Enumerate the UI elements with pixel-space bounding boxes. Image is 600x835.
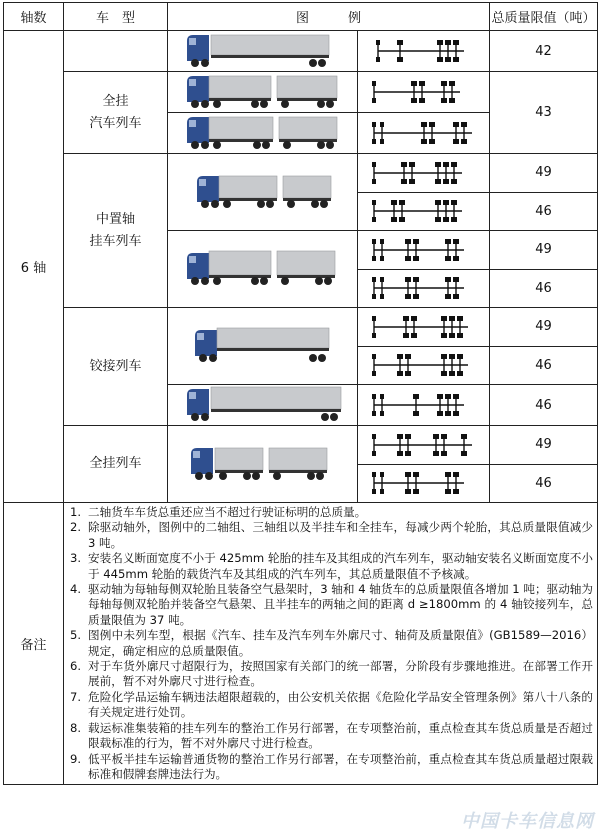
note-item: [70, 721, 593, 752]
note-item: [70, 628, 593, 659]
truck-illustration-cell: [168, 385, 358, 426]
note-item: [70, 690, 593, 721]
note-text: 安装名义断面宽度不小于 425mm 轮胎的挂车及其组成的汽车列车，驱动轴安装名义断面宽度不小于 445mm 轮胎的载货汽车及其组成的汽车列车，其总质量限值不予核减。: [88, 551, 594, 581]
weight-limit-cell: 46: [490, 385, 598, 426]
note-text: 对于车货外廓尺寸超限行为，按照国家有关部门的统一部署，分阶段有步骤地推进。在部署工作开展前，暂不对外廓尺寸进行检查。: [88, 659, 594, 689]
notes-row: [4, 503, 598, 785]
table-row: [4, 72, 598, 113]
header-axles: 轴数: [4, 3, 64, 31]
vehicle-type-cell: 中置轴 挂车列车: [64, 154, 168, 308]
regulation-table-page: [0, 2, 600, 835]
note-text: 二轴货车车货总重还应当不超过行驶证标明的总质量。: [88, 505, 367, 519]
note-text: 图例中未列车型，根据《汽车、挂车及汽车列车外廓尺寸、轴荷及质量限值》(GB1589—2016）规定，确定相应的总质量限值。: [88, 628, 594, 658]
cargo-box-shape: [217, 328, 329, 348]
cargo-box-shape: [277, 251, 335, 275]
truck-illustration-cell: [168, 231, 358, 308]
table-row: [4, 426, 598, 465]
truck-image: [183, 385, 343, 425]
table-row: [4, 308, 598, 347]
notes-cell: [64, 503, 598, 785]
truck-image: [183, 113, 343, 153]
header-limit: 总质量限值（吨）: [490, 3, 598, 31]
axle-diagram: [364, 274, 484, 302]
weight-limit-cell: 43: [490, 72, 598, 154]
note-number: 7.: [70, 689, 82, 704]
cargo-box-shape: [219, 176, 277, 198]
cargo-box-shape: [209, 76, 271, 98]
note-item: [70, 582, 593, 628]
axle-diagram-cell: [358, 192, 490, 231]
axle-diagram-cell: [358, 72, 490, 113]
vehicle-type-cell: 铰接列车: [64, 308, 168, 426]
note-text: 驱动轴为每轴每侧双轮胎且装备空气悬架时，3 轴和 4 轴货车的总质量限值各增加 1 吨；驱动轴为每轴每侧双轮胎并装备空气悬架、且半挂车的两轴之间的距离 d ≥1800mm 的 4 轴铰接列车，总质量限值为 37 吨。: [88, 582, 594, 627]
note-number: 1.: [70, 505, 82, 519]
vehicle-type-cell: 全挂列车: [64, 426, 168, 503]
weight-limit-cell: 46: [490, 464, 598, 503]
watermark-logo: 中国卡车信息网: [461, 811, 594, 832]
weight-limit-cell: 42: [490, 31, 598, 72]
truck-image: [183, 444, 343, 484]
weight-limit-cell: 46: [490, 192, 598, 231]
axle-diagram: [364, 78, 484, 106]
note-number: 3.: [70, 551, 82, 566]
truck-image: [183, 172, 343, 212]
weight-limit-table: [3, 2, 598, 785]
axle-diagram-cell: [358, 385, 490, 426]
axle-diagram: [364, 391, 484, 419]
truck-illustration-cell: [168, 308, 358, 385]
note-number: 2.: [70, 520, 82, 535]
truck-image: [183, 249, 343, 289]
axle-diagram: [364, 469, 484, 497]
table-row: [4, 31, 598, 72]
axle-diagram: [364, 159, 484, 187]
cargo-box-shape: [283, 176, 331, 198]
note-item: [70, 659, 593, 690]
header-illustration: 图 例: [168, 3, 490, 31]
axle-diagram-cell: [358, 464, 490, 503]
weight-limit-cell: 49: [490, 426, 598, 465]
note-number: 4.: [70, 582, 82, 597]
note-text: 危险化学品运输车辆违法超限超载的，由公安机关依据《危险化学品安全管理条例》第八十八条的有关规定进行处罚。: [88, 689, 594, 720]
note-text: 除驱动轴外，图例中的二轴组、三轴组以及半挂车和全挂车，每减少两个轮胎，其总质量限值减少 3 吨。: [88, 520, 594, 550]
vehicle-type-cell: [64, 31, 168, 72]
note-number: 6.: [70, 659, 82, 674]
note-number: 9.: [70, 751, 82, 766]
cargo-box-shape: [279, 117, 337, 139]
truck-illustration-cell: [168, 113, 358, 154]
truck-image: [183, 326, 343, 366]
cargo-box-shape: [211, 35, 329, 55]
note-number: 5.: [70, 628, 82, 643]
weight-limit-cell: 49: [490, 154, 598, 193]
axle-diagram: [364, 431, 484, 459]
axle-diagram: [364, 351, 484, 379]
header-vehicle-type: 车 型: [64, 3, 168, 31]
truck-image: [183, 72, 343, 112]
table-header-row: [4, 3, 598, 31]
table-row: [4, 154, 598, 193]
truck-illustration-cell: [168, 154, 358, 231]
truck-image: [183, 31, 343, 71]
note-item: [70, 505, 593, 520]
cargo-box-shape: [215, 448, 263, 470]
weight-limit-cell: 46: [490, 346, 598, 385]
note-text: 载运标准集装箱的挂车列车的整治工作另行部署，在专项整治前，重点检查其车货总质量是否超过限载标准的行为，暂不对外廓尺寸进行检查。: [88, 720, 594, 751]
axle-diagram: [364, 37, 484, 65]
cargo-box-shape: [209, 251, 271, 275]
truck-illustration-cell: [168, 72, 358, 113]
note-item: [70, 520, 593, 551]
axle-diagram-cell: [358, 269, 490, 308]
axle-diagram: [364, 236, 484, 264]
axle-count-cell: 6 轴: [4, 31, 64, 503]
weight-limit-cell: 49: [490, 308, 598, 347]
cargo-box-shape: [269, 448, 327, 470]
axle-diagram-cell: [358, 231, 490, 270]
axle-diagram: [364, 313, 484, 341]
cargo-box-shape: [277, 76, 337, 98]
axle-diagram: [364, 197, 484, 225]
axle-diagram-cell: [358, 308, 490, 347]
axle-diagram-cell: [358, 154, 490, 193]
axle-diagram-cell: [358, 31, 490, 72]
axle-diagram: [364, 119, 484, 147]
note-number: 8.: [70, 720, 82, 735]
weight-limit-cell: 46: [490, 269, 598, 308]
axle-diagram-cell: [358, 426, 490, 465]
axle-diagram-cell: [358, 113, 490, 154]
weight-limit-cell: 49: [490, 231, 598, 270]
notes-label: 备注: [4, 503, 64, 785]
axle-diagram-cell: [358, 346, 490, 385]
cargo-box-shape: [209, 117, 273, 139]
note-item: [70, 551, 593, 582]
cargo-box-shape: [211, 387, 341, 409]
truck-illustration-cell: [168, 31, 358, 72]
truck-illustration-cell: [168, 426, 358, 503]
note-text: 低平板半挂车运输普通货物的整治工作另行部署，在专项整治前，重点检查其车货总质量超过限载标准和假牌套牌违法行为。: [88, 751, 594, 781]
vehicle-type-cell: 全挂 汽车列车: [64, 72, 168, 154]
note-item: [70, 752, 593, 783]
